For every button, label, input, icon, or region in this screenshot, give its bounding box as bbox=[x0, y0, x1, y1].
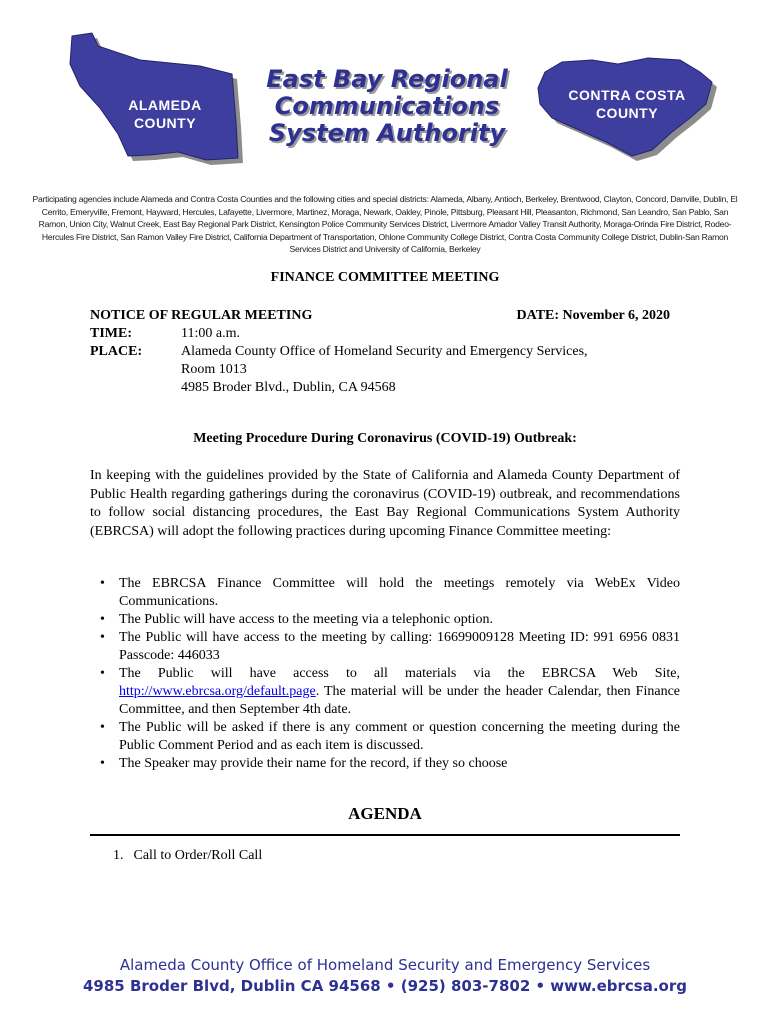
meeting-date: DATE: November 6, 2020 bbox=[516, 308, 670, 323]
procedure-item: • The Public will have access to the meeting via a telephonic option. bbox=[90, 611, 680, 629]
procedure-intro: In keeping with the guidelines provided by the State of California and Alameda County Department of Public Health regarding gatherings during the coronavirus (COVID-19) outbreak, and recommendations to follow social distancing procedures, the East Bay Regional Communications System Authority (EBRCSA) will adopt the following practices during upcoming Finance Committee meeting: bbox=[90, 468, 680, 539]
ebrcsa-website-link[interactable]: http://www.ebrcsa.org/default.page bbox=[119, 684, 316, 699]
contra-costa-county-label bbox=[553, 86, 701, 122]
procedure-item: • The Public will have access to the meeting by calling: 16699009128 Meeting ID: 991 6956 0831 Passcode: 446033 bbox=[90, 629, 680, 665]
alameda-county-text: ALAMEDA COUNTY bbox=[128, 97, 202, 131]
title-line-2: Communications bbox=[274, 92, 500, 120]
title-line-1: East Bay Regional bbox=[266, 65, 508, 93]
place-label: PLACE: bbox=[90, 344, 143, 359]
participating-agencies: Participating agencies include Alameda and Contra Costa Counties and the following cities and special districts: Alameda, Albany, Antioch, Berkeley, Brentwood, Clayton, Concord, Danville, Dublin, El Cerrito, Emeryville, Fremont, Hayward, Hercules, Lafayette, Livermore, Martinez, Moraga, Newark, Oakley, Pinole, Pittsburg, Pleasant Hill, Pleasanton, Richmond, San Leandro, San Pablo, San Ramon, Union City, Walnut Creek, East Bay Regional Park District, Kensington Police Community Services District, Livermore Amador Valley Transit Authority, Moraga-Orinda Fire District, Rodeo-Hercules Fire District, San Ramon Valley Fire District, California Department of Transportation, Ohlone Community College District, Contra Costa Community College District, Dublin-San Ramon Services District and University of California, Berkeley bbox=[32, 194, 738, 255]
title-line-3: System Authority bbox=[268, 119, 506, 147]
place-line-3: 4985 Broder Blvd., Dublin, CA 94568 bbox=[181, 380, 396, 395]
notice-label: NOTICE OF REGULAR MEETING bbox=[90, 308, 313, 323]
meeting-notice bbox=[90, 307, 680, 397]
procedure-heading: Meeting Procedure During Coronavirus (COVID-19) Outbreak: bbox=[193, 431, 577, 446]
footer-contact: 4985 Broder Blvd, Dublin CA 94568 • (925) 803-7802 • www.ebrcsa.org bbox=[82, 977, 687, 995]
procedure-list bbox=[90, 575, 680, 773]
procedure-item: • The Speaker may provide their name for the record, if they so choose bbox=[90, 755, 680, 773]
agenda-list bbox=[113, 848, 272, 864]
agenda-item-number: 1. bbox=[113, 848, 124, 863]
agenda-item bbox=[113, 848, 272, 864]
notice-line bbox=[90, 307, 680, 325]
time-value: 11:00 a.m. bbox=[181, 326, 240, 341]
place-line-1: Alameda County Office of Homeland Security and Emergency Services, bbox=[181, 344, 588, 359]
place-line-2: Room 1013 bbox=[181, 362, 247, 377]
place-row bbox=[90, 343, 680, 361]
agenda-item-label: Call to Order/Roll Call bbox=[133, 848, 263, 863]
agenda-divider bbox=[90, 834, 680, 836]
materials-text-before: The Public will have access to all materials via the EBRCSA Web Site, bbox=[119, 666, 680, 681]
footer bbox=[0, 955, 770, 997]
time-label: TIME: bbox=[90, 326, 132, 341]
procedure-item bbox=[90, 665, 680, 719]
organization-title bbox=[262, 66, 512, 147]
agenda-title: AGENDA bbox=[348, 804, 422, 823]
alameda-county-label bbox=[110, 96, 220, 132]
letterhead bbox=[0, 0, 770, 255]
procedure-item: • The EBRCSA Finance Committee will hold the meetings remotely via WebEx Video Communications. bbox=[90, 575, 680, 611]
procedure-item: • The Public will be asked if there is any comment or question concerning the meeting during the Public Comment Period and as each item is discussed. bbox=[90, 719, 680, 755]
footer-office: Alameda County Office of Homeland Security and Emergency Services bbox=[119, 956, 651, 974]
contra-costa-county-text: CONTRA COSTA COUNTY bbox=[568, 87, 686, 121]
time-row bbox=[90, 325, 680, 343]
committee-title: FINANCE COMMITTEE MEETING bbox=[270, 270, 500, 285]
materials-text-after: . The material will be under the header Calendar, then Finance Committee, and then September 4th date. bbox=[119, 684, 680, 717]
